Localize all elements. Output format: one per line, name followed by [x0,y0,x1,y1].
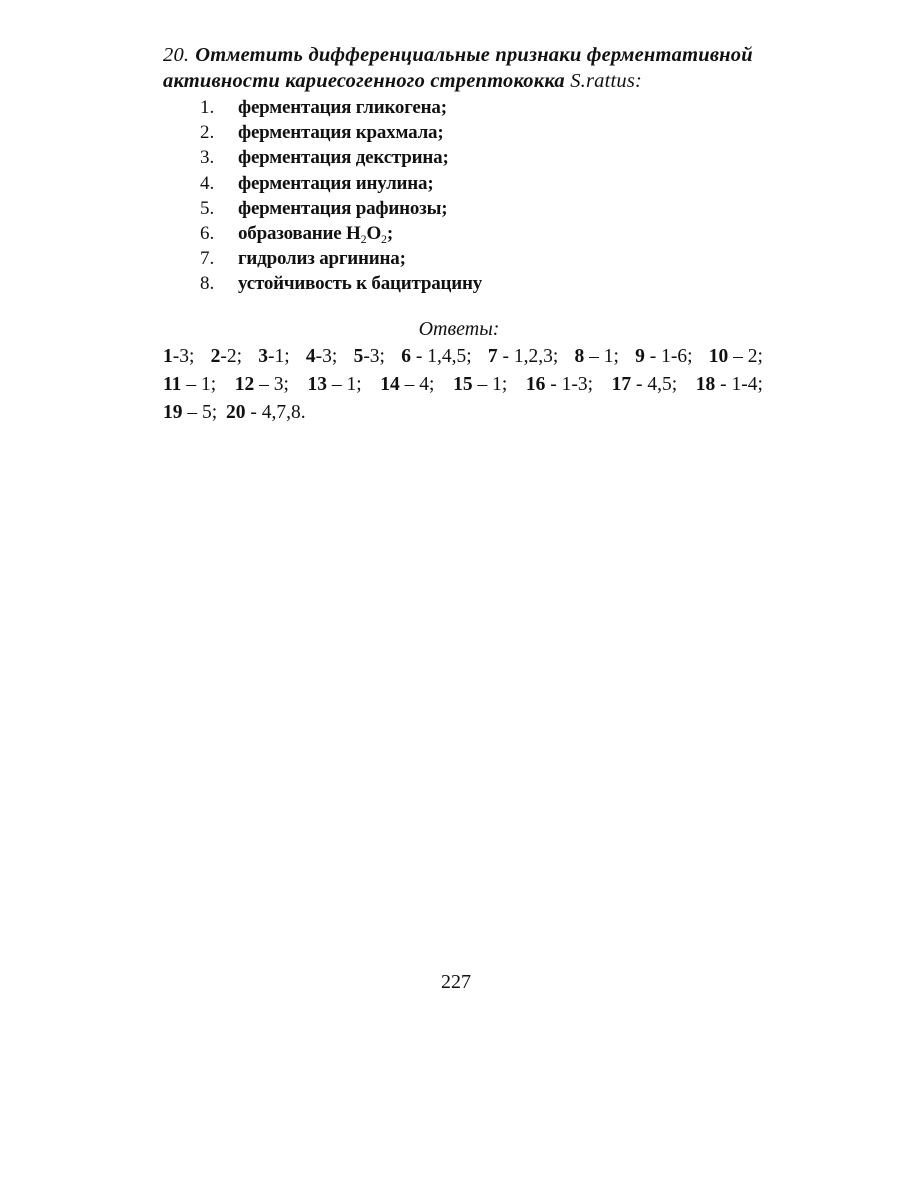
option-item [200,145,482,170]
answer-value: - 1,2,3; [497,346,559,367]
option-item [200,196,482,221]
option-item [200,246,482,271]
answers-line-2 [163,371,763,399]
option-text: ферментация крахмала; [238,122,444,144]
option-item [200,221,482,246]
option-text: ферментация инулина; [238,172,434,194]
answer-item [635,343,692,371]
answer-question-number: 17 [611,374,632,395]
answer-question-number: 1 [163,346,173,367]
answer-value: - 1-4; [715,374,763,395]
answer-item [612,371,678,399]
answer-question-number: 9 [635,346,645,367]
option-number: 5. [200,197,215,219]
answers-line-1 [163,343,763,371]
answer-item [526,371,593,399]
answer-question-number: 14 [380,374,400,395]
answer-value: -3; [172,346,195,367]
answers-title-text: Ответы: [418,318,500,340]
answer-value: -3; [315,346,338,367]
answer-value: -2; [220,346,243,367]
answer-question-number: 8 [574,346,585,367]
answer-question-number: 11 [163,374,182,395]
answer-item [163,371,216,399]
answer-item [211,343,242,371]
answer-question-number: 6 [401,346,411,367]
page-number: 227 [441,971,471,993]
answer-value: – 4; [399,374,435,395]
answer-value: – 2; [728,346,763,367]
answer-question-number: 18 [695,374,716,395]
answer-value: – 1; [584,346,619,367]
answer-value: - 4,5; [631,374,678,395]
subscript-o: 2 [381,232,387,247]
answer-question-number: 13 [307,374,327,395]
answer-question-number: 5 [353,346,364,367]
option-number: 2. [200,122,215,144]
option-text: ферментация рафинозы; [238,197,448,219]
answer-value: – 1; [327,374,362,395]
answer-item [354,343,385,371]
answer-question-number: 10 [708,346,729,367]
answer-value: -1; [268,346,290,367]
question-20 [163,42,763,94]
answer-value: – 1; [472,374,508,395]
option-text [238,221,393,246]
answer-item [380,371,434,399]
answer-value: – 3; [254,374,289,395]
answer-item [163,399,217,427]
answer-options-list [200,95,482,297]
answer-item [401,343,471,371]
question-text: Отметить дифференциальные признаки ферментативной активности кариесогенного стрептококка [163,44,753,92]
option-text-before: образование H [238,223,361,245]
option-number: 1. [200,97,215,118]
question-number: 20. [163,44,190,66]
answer-item [226,399,306,427]
answers-heading [0,317,912,341]
answer-item [574,343,618,371]
answer-item [453,371,507,399]
answer-question-number: 2 [210,346,221,367]
answer-value: - 4,7,8. [245,402,306,423]
option-item [200,95,482,120]
option-text-mid: O [366,223,382,245]
option-number: 7. [200,248,215,270]
answer-question-number: 19 [163,402,183,423]
answers-line-3 [163,399,763,427]
option-number: 3. [200,147,215,169]
answer-value: - 1,4,5; [410,346,472,367]
answer-question-number: 7 [487,346,498,367]
answer-value: – 5; [182,402,218,423]
subscript-h: 2 [360,232,367,247]
option-number: 6. [200,223,215,245]
option-item [200,171,482,196]
option-text: устойчивость к бацитрацину [238,273,483,295]
answer-question-number: 16 [525,374,546,395]
option-item [200,120,482,145]
answer-item [308,371,362,399]
answer-item [488,343,558,371]
answer-item [709,343,763,371]
answer-item [696,371,763,399]
answers-block [163,343,763,427]
answer-value: - 1-3; [545,374,593,395]
answer-item [235,371,289,399]
answer-item [306,343,337,371]
organism-name: S.rattus: [570,70,643,92]
answer-question-number: 15 [453,374,473,395]
option-number: 4. [200,172,215,194]
option-item [200,271,482,296]
answer-item [163,343,194,371]
option-text: ферментация декстрина; [238,147,449,169]
answer-question-number: 20 [226,402,246,423]
answer-item [258,343,289,371]
option-text-after: ; [386,223,393,245]
answer-question-number: 4 [305,346,316,367]
answer-question-number: 3 [258,346,269,367]
option-text: гидролиз аргинина; [238,248,406,270]
answer-value: -3; [363,346,385,367]
option-number: 8. [200,273,215,295]
answer-value: - 1-6; [644,346,693,367]
answer-value: – 1; [181,374,217,395]
answer-question-number: 12 [234,374,255,395]
option-text: ферментация гликогена; [238,97,447,118]
